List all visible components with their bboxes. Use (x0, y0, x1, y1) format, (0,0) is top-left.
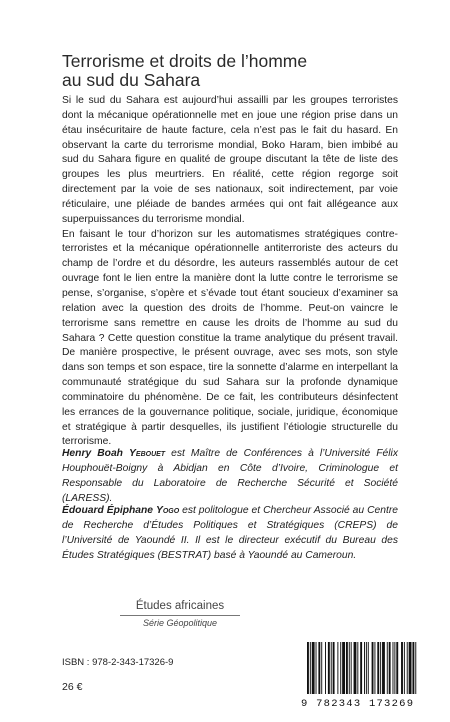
barcode-bar (372, 642, 374, 694)
barcode-graphic (299, 640, 417, 710)
barcode-bar (377, 642, 379, 694)
series-name: Études africaines (135, 600, 225, 612)
barcode-bar (382, 642, 385, 694)
barcode-bar (407, 642, 408, 694)
barcode-bar (364, 642, 365, 694)
author-1-text: est Maître de Conférences à l’Université Félix Houphouët-Boigny à Abidjan en Côte d’Ivoire, Criminologue et Responsable du Laboratoire de Recherche Sécurité et Société (LARESS). (62, 448, 398, 504)
barcode-bar (415, 642, 416, 694)
barcode-bar (368, 642, 369, 694)
barcode-bar (312, 642, 315, 694)
barcode-bar (340, 642, 341, 694)
barcode-bar (346, 642, 348, 694)
series-logo (120, 599, 240, 629)
barcode-bar (360, 642, 362, 694)
barcode-bar (389, 642, 391, 694)
barcode-digits: 9 782343 173269 (301, 698, 413, 710)
barcode-bar (387, 642, 388, 694)
barcode-bar (331, 642, 332, 694)
barcode-bar (351, 642, 352, 694)
barcode-bar (342, 642, 345, 694)
series-subname: Série Géopolitique (142, 618, 218, 628)
barcode-bar (396, 642, 398, 694)
barcode-bar (310, 642, 311, 694)
barcode-bar (321, 642, 322, 694)
author-bio-2 (62, 504, 398, 563)
author-2-surname: Yogo (155, 505, 180, 516)
barcode-bar (357, 642, 358, 694)
barcode-bar (412, 642, 414, 694)
barcode-bar (393, 642, 394, 694)
barcode-bar (349, 642, 350, 694)
barcode-bar (354, 642, 357, 694)
barcode-bar (318, 642, 320, 694)
author-1-name: Henry Boah (62, 448, 123, 459)
series-divider (120, 615, 240, 616)
author-1-surname: Yebouet (129, 448, 166, 459)
blurb-paragraph-2: En faisant le tour d’horizon sur les automatismes stratégiques contre-terroristes et la mécanique opérationnelle antiterroriste des acteurs du champ de l’ordre et du désordre, les auteurs rassemblés autour de cet ouvrage font le lien entre la manière dont la lutte contre le terrorisme se pense, s’organise, s’opère et s’évade tout étant soucieux d’examiner sa relation avec la question des droits de l’homme. Peut-on vaincre le terrorisme sans remettre en cause les droits de l’homme au sud du Sahara ? Cette question constitue la trame analytique du présent travail. De manière prospective, le présent ouvrage, avec ses mots, son style dans son temps et son espace, tire la sonnette d’alarme en interpellant la communauté stratégique du sud Sahara sur la profonde dynamique comminatoire du phénomène. De ce fait, les contributeurs désinfectent les errances de la gouvernance politique, sociale, juridique, économique et stratégique à partir desquelles, ils justifient l’étiologie structurelle du terrorisme. (62, 228, 398, 448)
author-2-name: Édouard Épiphane (62, 505, 154, 516)
blurb (62, 94, 398, 450)
blurb-paragraph-1: Si le sud du Sahara est aujourd’hui assailli par les groupes terroristes dont la mécanique opérationnelle met en joue une région prise dans un étau insécuritaire de haute facture, cela n’est pas le fait du hasard. En observant la carte du terrorisme mondial, Boko Haram, bien imbibé au sud du Sahara figure en qualité de groupe discutant la tête de liste des groupes les plus meurtriers. En réalité, cette région regorge soit directement par la voie de ses nationaux, soit indirectement, par voie réticulaire, une pléiade de bandes armées qui ont fait allégeance aux superpuissances du terrorisme mondial. (62, 95, 398, 225)
barcode-bar (316, 642, 317, 694)
barcode-bar (337, 642, 338, 694)
barcode-bar (307, 642, 309, 694)
barcode-bar (394, 642, 395, 694)
barcode-bar (404, 642, 405, 694)
barcode-bar (333, 642, 335, 694)
title-line-1: Terrorisme et droits de l’homme (62, 50, 308, 71)
price: 26 € (62, 681, 83, 693)
barcode-bar (325, 642, 326, 694)
barcode-bar (366, 642, 367, 694)
barcode-bar (409, 642, 412, 694)
barcode-bar (374, 642, 375, 694)
book-title (62, 52, 402, 90)
barcode-bar (401, 642, 403, 694)
barcode (299, 640, 417, 710)
author-bio-1 (62, 447, 398, 506)
isbn: ISBN : 978-2-343-17326-9 (62, 657, 174, 668)
barcode-bar (328, 642, 330, 694)
author-2-text: est politologue et Chercheur Associé au Centre de Recherche d’Études Politiques et Stratégiques (CREPS) de l’Université de Yaoundé II. Il est le directeur exécutif du Bureau des Études Stratégiques (BESTRAT) basé à Yaoundé au Cameroun. (62, 505, 398, 561)
title-line-2: au sud du Sahara (62, 69, 201, 90)
barcode-bar (380, 642, 381, 694)
